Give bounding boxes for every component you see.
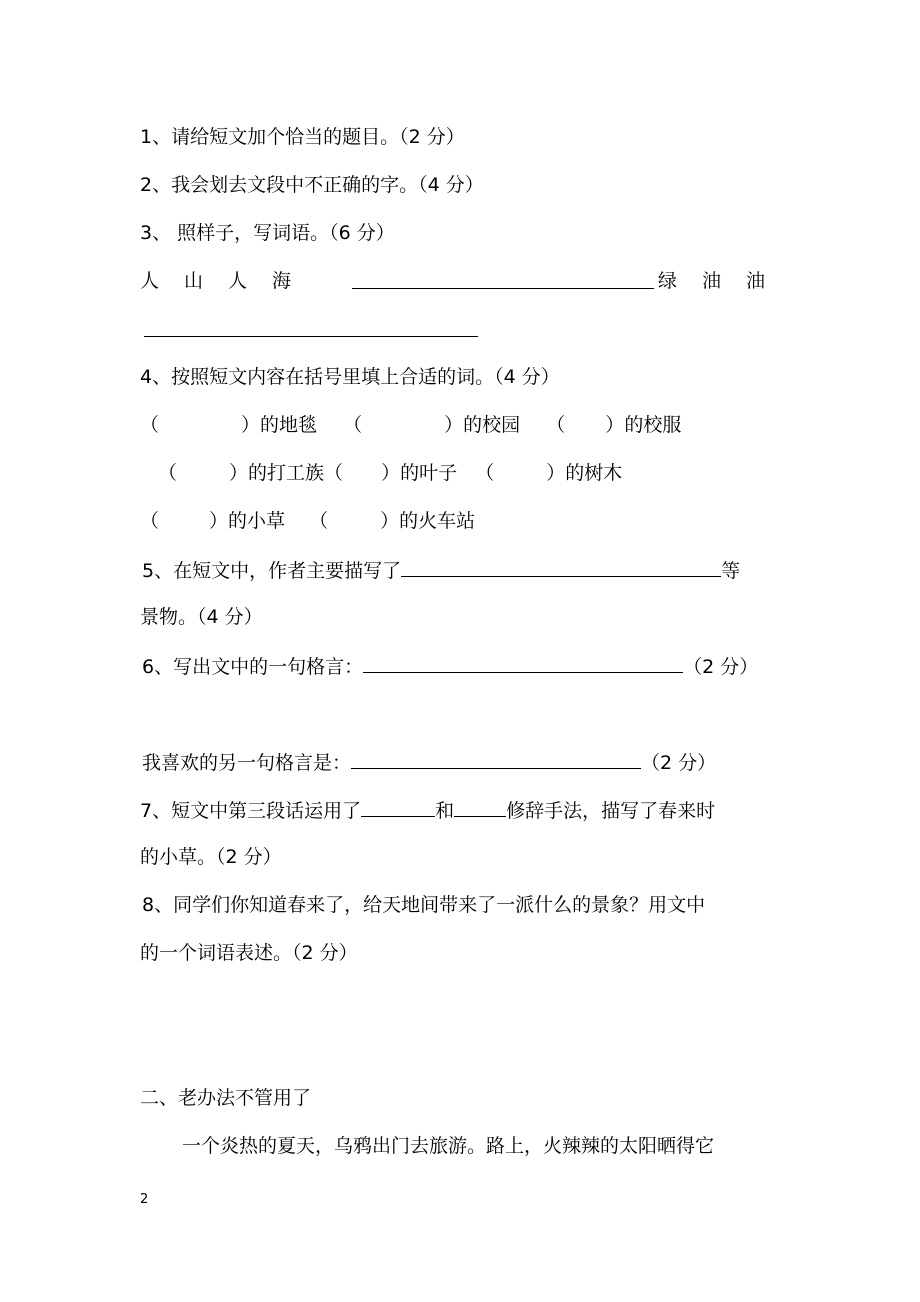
q4-close-paren: ）	[444, 414, 464, 436]
question-7	[140, 796, 715, 824]
q7-answer-blank-2[interactable]	[454, 796, 506, 817]
q7-continuation: 的小草。（2 分）	[140, 846, 282, 868]
q4-open-paren: （	[546, 414, 566, 436]
q4-close-paren: ）	[380, 510, 400, 532]
section-2-title: 二、老办法不管用了	[140, 1087, 312, 1109]
question-3: 3、 照样子，写词语。（6 分）	[140, 222, 395, 244]
q4-item-3: 的校服	[624, 414, 682, 436]
q7-text-a: 7、短文中第三段话运用了	[140, 800, 362, 822]
q6-score: （2 分）	[683, 656, 759, 678]
q4-close-paren: ）	[241, 414, 261, 436]
q3-example-word: 人 山 人 海	[140, 270, 295, 292]
q4-row-1	[140, 412, 681, 438]
question-5	[142, 556, 740, 584]
q8-continuation: 的一个词语表述。（2 分）	[140, 942, 358, 964]
q6-text: 6、写出文中的一句格言：	[142, 656, 364, 678]
q4-open-paren: （	[324, 462, 344, 484]
q4-item-5: 的叶子	[400, 462, 458, 484]
question-1: 1、请给短文加个恰当的题目。（2 分）	[140, 126, 465, 148]
q5-text: 5、在短文中，作者主要描写了	[142, 560, 402, 582]
q4-close-paren: ）	[229, 462, 249, 484]
q4-open-paren: （	[140, 510, 160, 532]
q4-item-1: 的地毯	[260, 414, 318, 436]
q3-example-word-2: 绿 油 油	[658, 270, 769, 292]
q4-open-paren: （	[475, 462, 495, 484]
q3-answer-blank-1[interactable]	[352, 268, 654, 296]
q5-continuation: 景物。（4 分）	[140, 606, 263, 628]
q4-row-2	[158, 460, 622, 486]
q4-item-2: 的校园	[463, 414, 521, 436]
q3-answer-blank-2[interactable]	[144, 316, 478, 344]
q4-item-8: 的火车站	[399, 510, 476, 532]
q4-close-paren: ）	[381, 462, 401, 484]
q6-text-2: 我喜欢的另一句格言是：	[142, 752, 352, 774]
q4-open-paren: （	[158, 462, 178, 484]
q5-text-after: 等	[721, 560, 741, 582]
q6-score-2: （2 分）	[641, 752, 717, 774]
q4-close-paren: ）	[546, 462, 566, 484]
q6-second-proverb	[142, 748, 716, 776]
question-8: 8、同学们你知道春来了，给天地间带来了一派什么的景象？用文中	[142, 894, 706, 916]
q7-answer-blank-1[interactable]	[361, 796, 435, 817]
q7-text-b: 和	[435, 800, 455, 822]
q7-text-c: 修辞手法，描写了春来时	[506, 800, 716, 822]
q4-close-paren: ）	[605, 414, 625, 436]
q4-open-paren: （	[140, 414, 160, 436]
q6-answer-blank[interactable]	[363, 652, 683, 673]
q4-row-3	[140, 508, 475, 534]
question-6	[142, 652, 758, 680]
q4-open-paren: （	[343, 414, 363, 436]
q4-open-paren: （	[309, 510, 329, 532]
section-2-paragraph: 一个炎热的夏天，乌鸦出门去旅游。路上，火辣辣的太阳晒得它	[182, 1135, 715, 1157]
q5-answer-blank[interactable]	[401, 556, 721, 577]
q4-item-6: 的树木	[565, 462, 623, 484]
q4-close-paren: ）	[209, 510, 229, 532]
q4-item-4: 的打工族	[248, 462, 325, 484]
q4-item-7: 的小草	[228, 510, 286, 532]
question-2: 2、我会划去文段中不正确的字。（4 分）	[140, 174, 484, 196]
question-4: 4、按照短文内容在括号里填上合适的词。（4 分）	[140, 366, 560, 388]
q6-answer-blank-2[interactable]	[351, 748, 641, 769]
page-number: 2	[140, 1192, 149, 1207]
